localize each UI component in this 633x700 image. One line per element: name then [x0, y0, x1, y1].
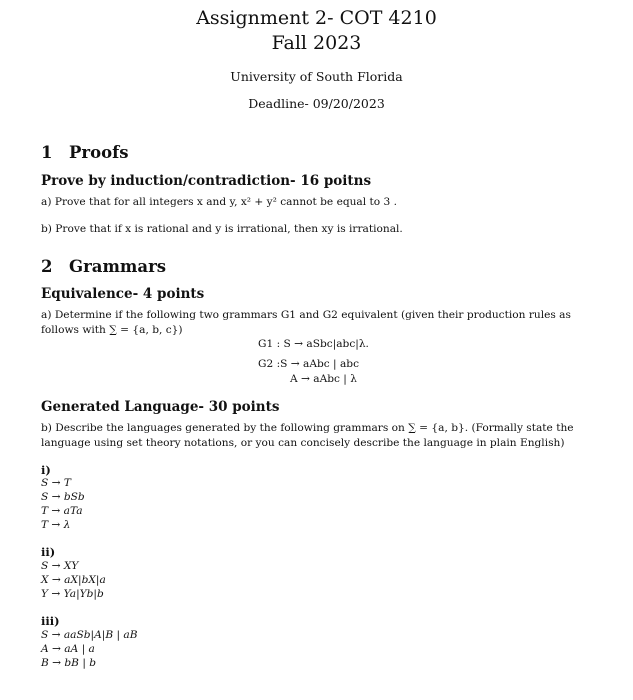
proof-item-b: b) Prove that if x is rational and y is irrational, then xy is irrational. — [41, 223, 403, 235]
grammar-ii-rule: Y → Ya|Yb|b — [41, 588, 104, 600]
grammar-iii-label: iii) — [41, 614, 60, 628]
grammar-i-rule: S → T — [41, 477, 71, 489]
grammar-g2-line1: G2 :S → aAbc | abc — [258, 358, 360, 370]
grammar-g2-line2: A → aAbc | λ — [290, 373, 357, 385]
grammar-iii-rule: A → aA | a — [41, 643, 95, 655]
section-2-title: Grammars — [69, 257, 167, 276]
grammar-ii-rule: S → XY — [41, 560, 79, 572]
university-name: University of South Florida — [230, 69, 403, 84]
section-1-heading — [41, 143, 129, 162]
grammar-iii-rule: B → bB | b — [41, 657, 97, 669]
grammar-ii-label: ii) — [41, 545, 56, 559]
section-2-number: 2 — [41, 257, 53, 276]
document-term: Fall 2023 — [271, 32, 362, 54]
grammar-i-label: i) — [41, 463, 51, 477]
equivalence-text: a) Determine if the following two grammars G1 and G2 equivalent (given their production rules as follows with ∑ = {a, b, c}) — [41, 309, 571, 336]
deadline: Deadline- 09/20/2023 — [248, 96, 385, 111]
generated-language-text: b) Describe the languages generated by the following grammars on ∑ = {a, b}. (Formally state the language using set theory notations, or you can concisely describe the language in plain English) — [41, 422, 574, 449]
grammar-g1: G1 : S → aSbc|abc|λ. — [258, 338, 369, 350]
grammar-i-rule: T → λ — [41, 519, 71, 531]
proof-item-a: a) Prove that for all integers x and y, x² + y² cannot be equal to 3 . — [41, 196, 397, 208]
section-1-number: 1 — [41, 143, 53, 162]
proofs-subtitle: Prove by induction/contradiction- 16 poitns — [41, 173, 372, 189]
grammar-i-rule: T → aTa — [41, 505, 83, 517]
generated-language-title: Generated Language- 30 points — [41, 399, 280, 415]
section-1-title: Proofs — [69, 143, 129, 162]
equivalence-title: Equivalence- 4 points — [41, 286, 205, 302]
grammar-i-rule: S → bSb — [41, 491, 85, 503]
grammar-iii-rule: S → aaSb|A|B | aB — [41, 629, 138, 641]
grammar-ii-rule: X → aX|bX|a — [41, 574, 106, 586]
section-2-heading — [41, 257, 166, 276]
document-title: Assignment 2- COT 4210 — [196, 7, 437, 29]
